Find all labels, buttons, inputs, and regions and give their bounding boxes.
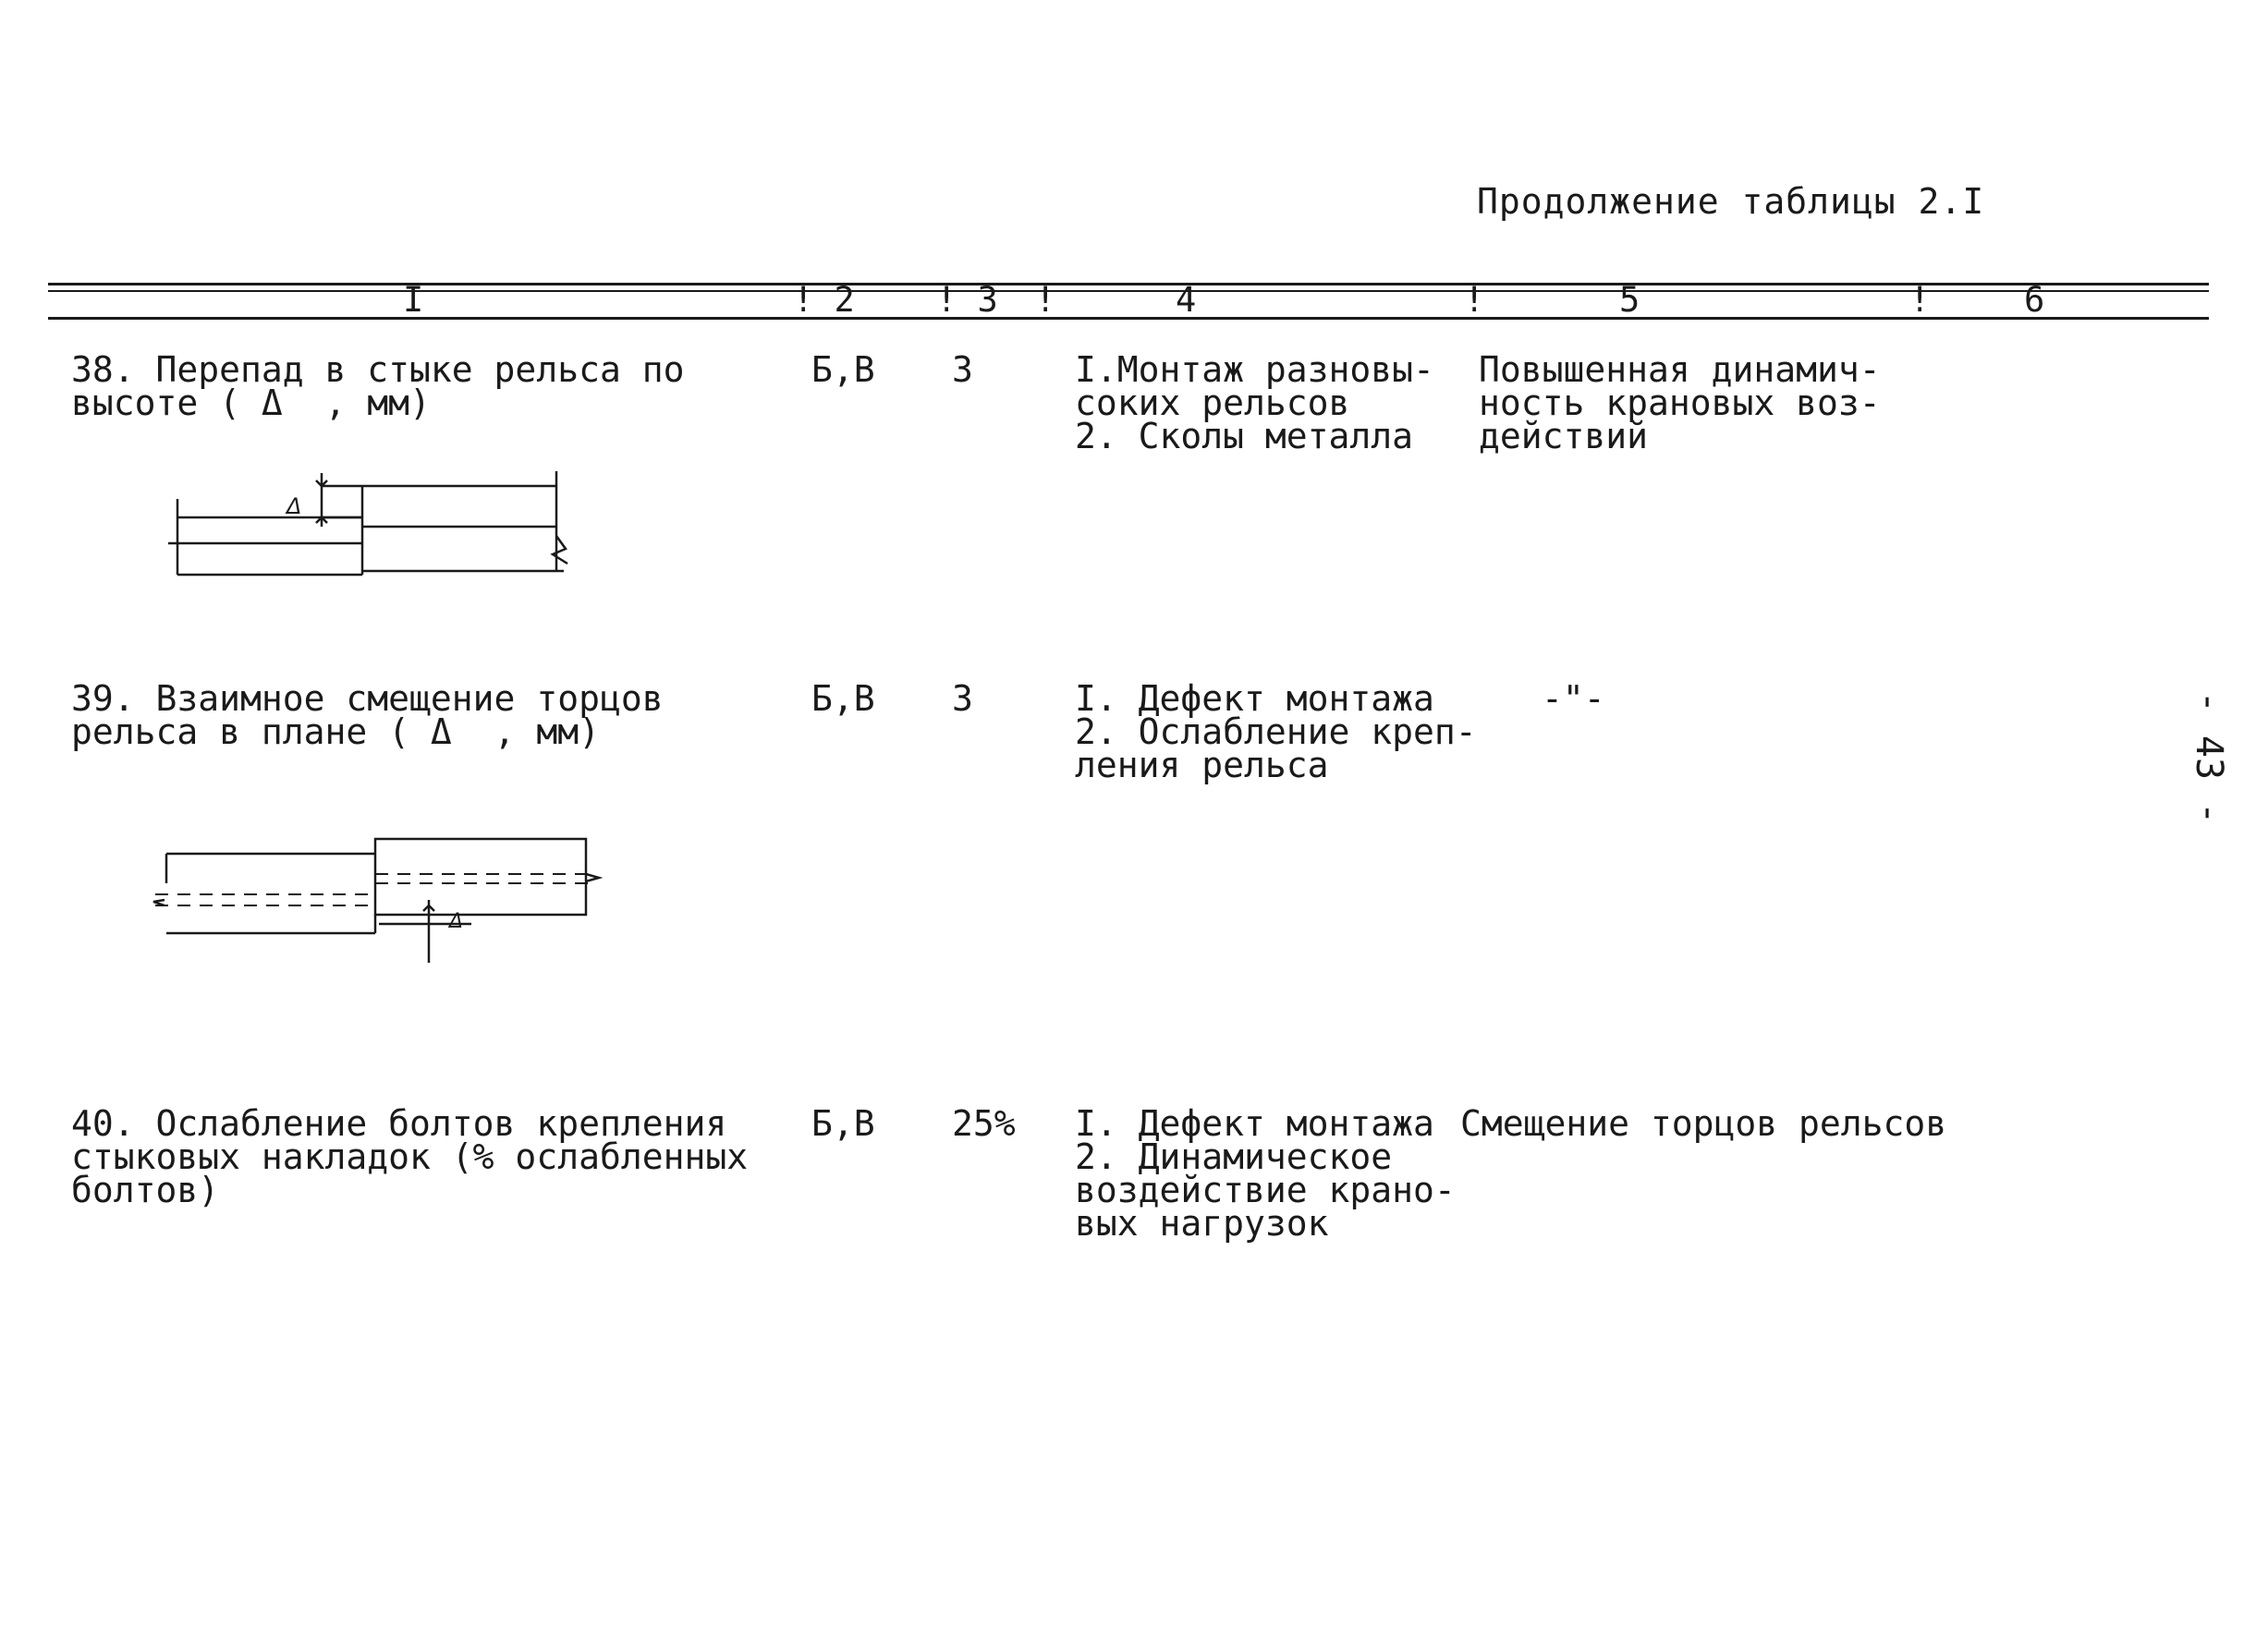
- header-rule-top: [48, 283, 2209, 285]
- header-col-3: ! 3: [936, 280, 998, 320]
- row-38-col2: Б,В: [811, 349, 875, 390]
- row-39-col2: Б,В: [811, 678, 875, 719]
- row-40-col5: Смещение торцов рельсов: [1460, 1103, 1947, 1144]
- header-col-4-separator: !: [1035, 280, 1056, 320]
- rail-plan-offset-diagram: [148, 822, 610, 979]
- row-39-title: 39. Взаимное смещение торцов рельса в плане ( Δ , мм): [71, 678, 664, 752]
- row-39-col3: 3: [952, 678, 973, 719]
- header-rule-top-thin: [48, 290, 2209, 292]
- page-number: [2181, 684, 2237, 832]
- row-38-figure-delta-label: Δ: [287, 493, 302, 519]
- header-col-1: I: [403, 280, 424, 320]
- row-40-col3: 25%: [952, 1103, 1016, 1144]
- row-40-col4: I. Дефект монтажа 2. Динамическое воздействие крано- вых нагрузок: [1075, 1103, 1456, 1244]
- rail-height-step-diagram: [157, 462, 601, 591]
- row-39-figure-delta-label: Δ: [449, 910, 464, 933]
- row-39-col5: -"-: [1542, 678, 1605, 719]
- row-38-title: 38. Перепад в стыке рельса по высоте ( Δ , мм): [71, 349, 685, 423]
- row-38-col4: I.Монтаж разновы- соких рельсов 2. Сколы металла: [1075, 349, 1434, 456]
- row-40-col2: Б,В: [811, 1103, 875, 1144]
- header-col-5: 5: [1619, 280, 1640, 320]
- row-39-col4: I. Дефект монтажа 2. Ослабление креп- ления рельса: [1075, 678, 1477, 785]
- header-col-4: 4: [1176, 280, 1197, 320]
- row-38-col5: Повышенная динамич- ность крановых воз- действий: [1479, 349, 1881, 456]
- row-38-col3: 3: [952, 349, 973, 390]
- table-continuation-caption: Продолжение таблицы 2.I: [1477, 181, 1985, 222]
- header-rule-bottom: [48, 317, 2209, 320]
- header-col-6-separator: !: [1909, 280, 1931, 320]
- page-number-text: - 43 -: [2188, 690, 2230, 825]
- header-col-5-separator: !: [1464, 280, 1485, 320]
- header-col-2: ! 2: [793, 280, 855, 320]
- row-40-title: 40. Ослабление болтов крепления стыковых накладок (% ослабленных болтов): [71, 1103, 749, 1210]
- header-col-6: 6: [2024, 280, 2045, 320]
